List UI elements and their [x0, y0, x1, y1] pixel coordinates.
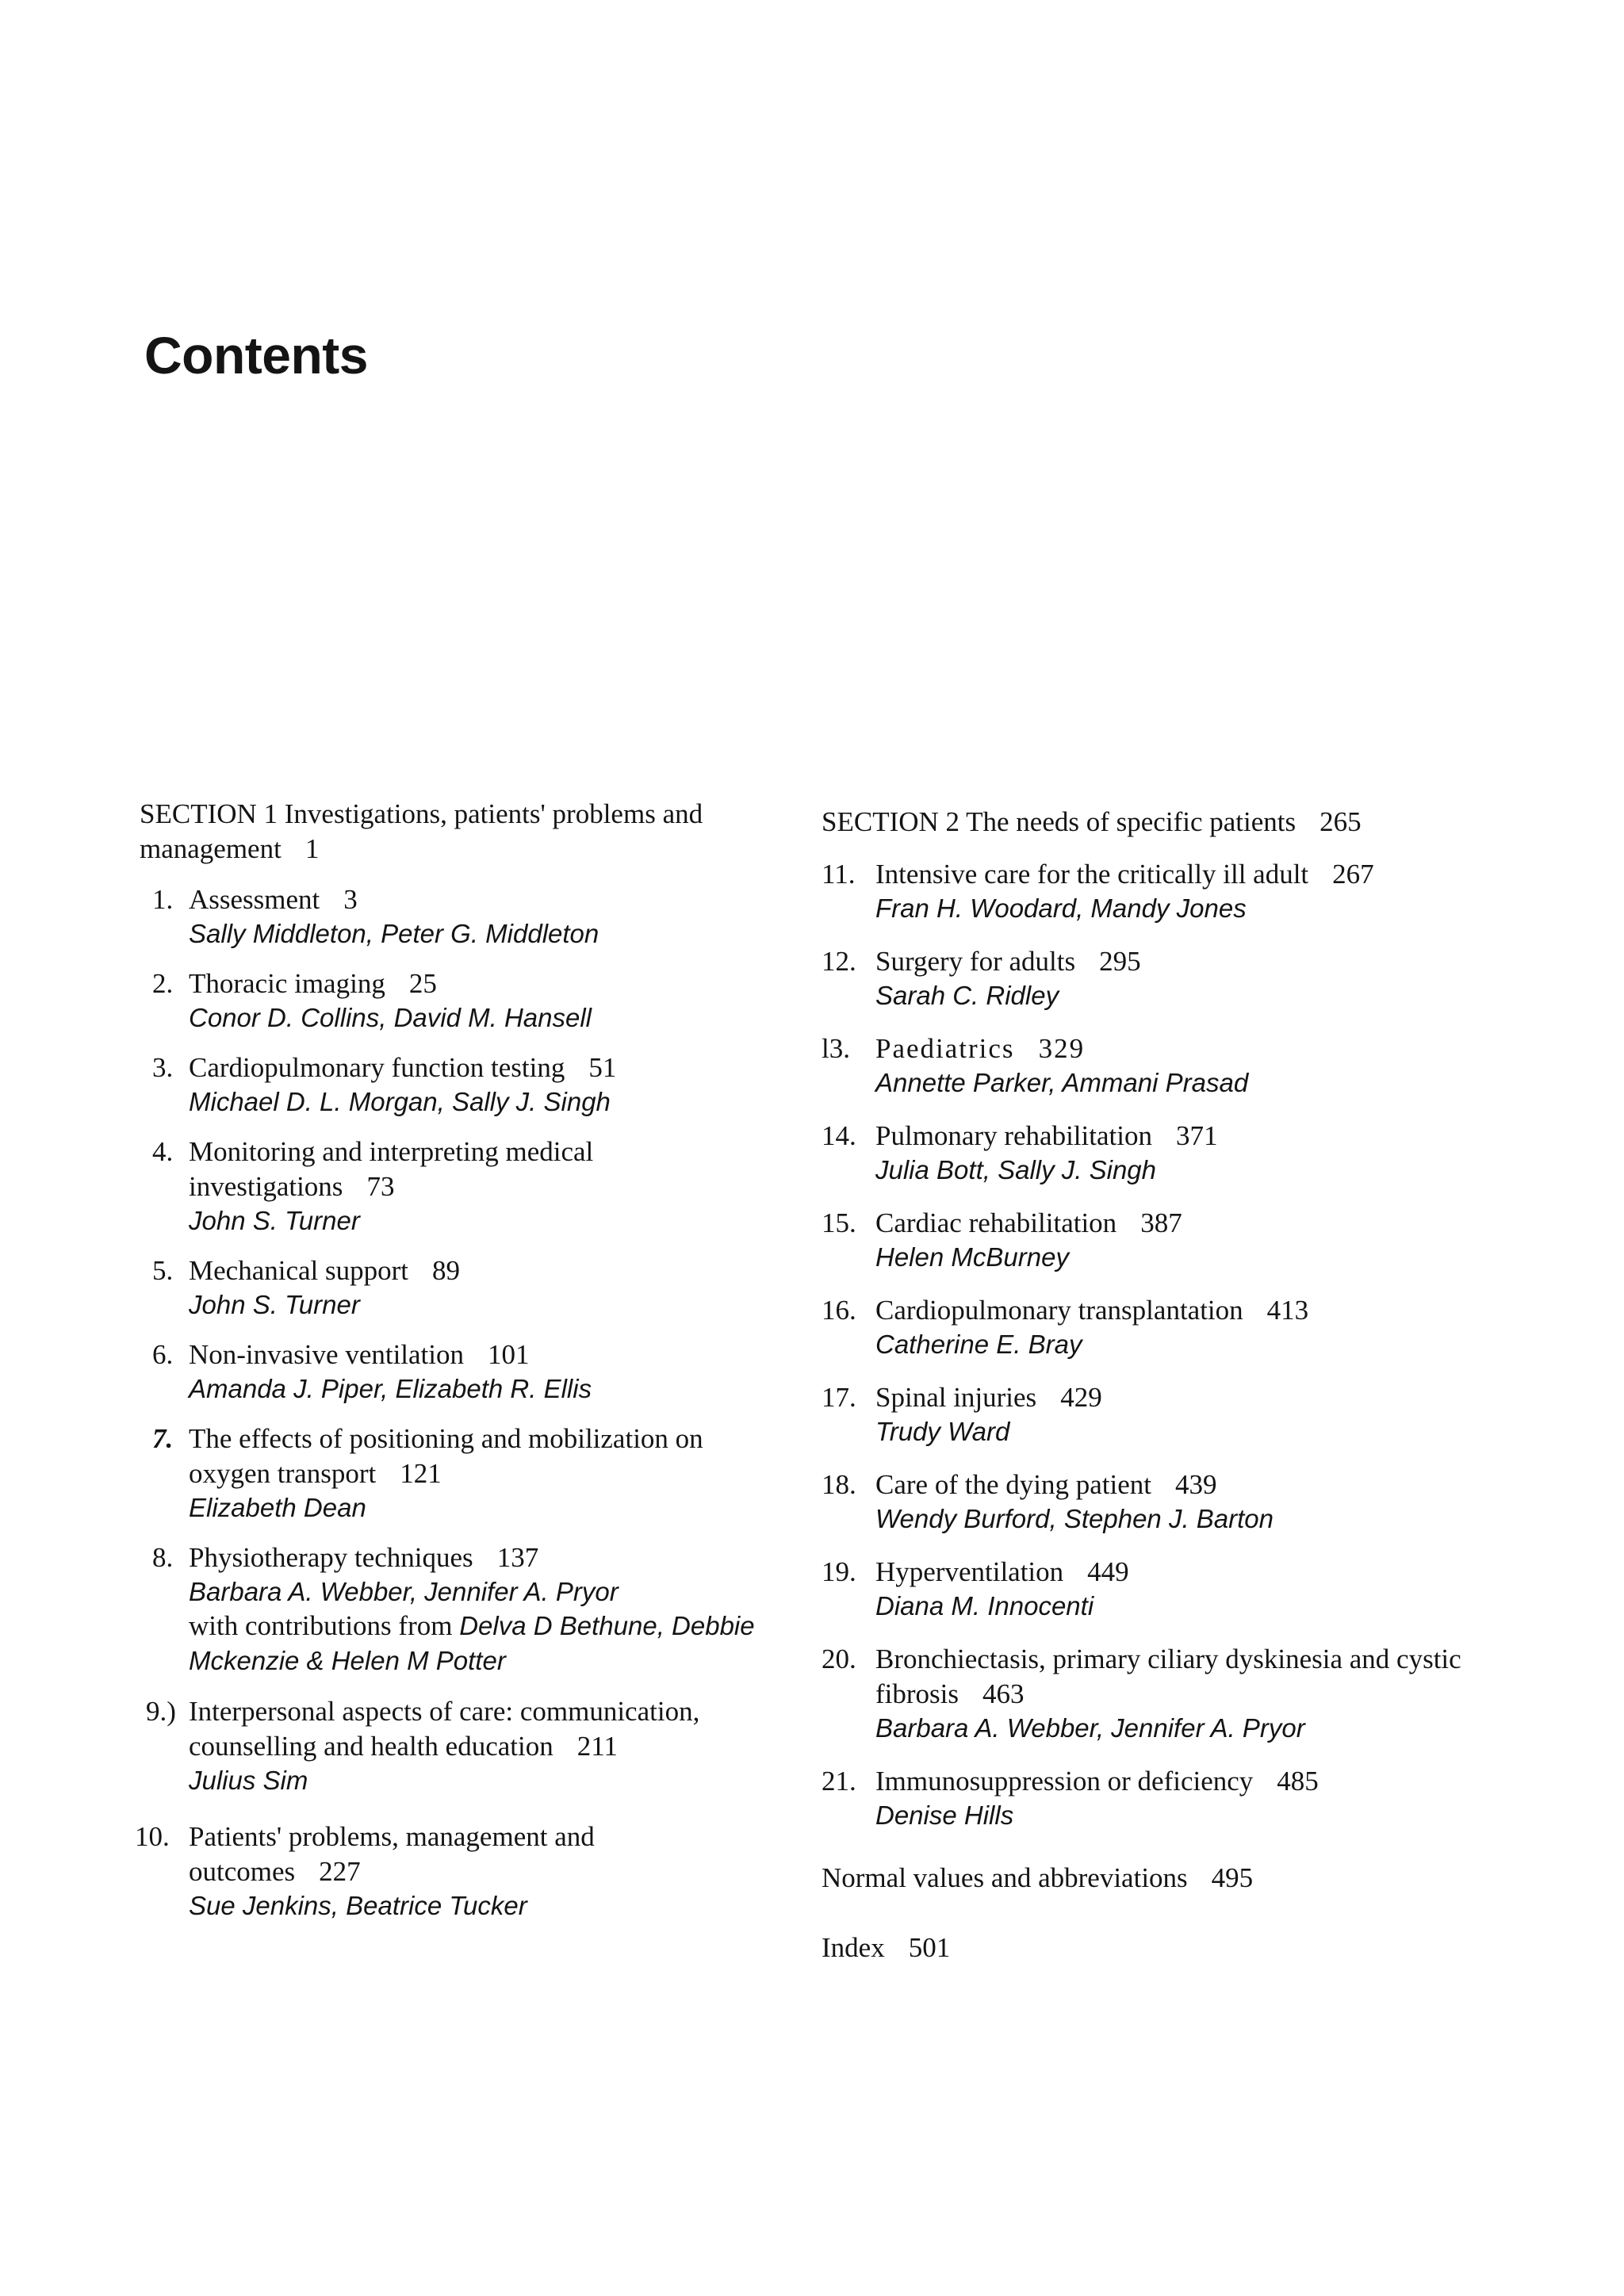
section-1-title: SECTION 1 Investigations, patients' problems and management — [140, 798, 703, 864]
chapter-number: 16. — [822, 1295, 856, 1326]
chapter-number: 4. — [152, 1136, 174, 1167]
chapter-number: 5. — [152, 1255, 174, 1286]
chapter-authors: Trudy Ward — [875, 1417, 1010, 1446]
chapter-page: 137 — [496, 1542, 539, 1573]
chapter-page: 463 — [982, 1678, 1025, 1709]
page-title: Contents — [144, 326, 368, 385]
chapter-number: 21. — [822, 1766, 856, 1797]
chapter-number: 10. — [135, 1821, 170, 1852]
chapter-title: Hyperventilation — [875, 1556, 1064, 1587]
chapter-authors: Barbara A. Webber, Jennifer A. Pryor — [189, 1577, 619, 1606]
chapter-entry-10[interactable] — [135, 1820, 766, 1923]
chapter-page: 211 — [576, 1731, 618, 1762]
chapter-page: 439 — [1174, 1469, 1217, 1500]
chapter-page: 121 — [400, 1458, 442, 1489]
chapter-entry-9[interactable] — [140, 1694, 766, 1797]
section-2-heading[interactable] — [822, 805, 1472, 840]
chapter-authors: Barbara A. Webber, Jennifer A. Pryor — [875, 1713, 1305, 1743]
chapter-page: 449 — [1087, 1556, 1129, 1587]
chapter-entry-11[interactable] — [822, 857, 1472, 925]
index-title: Index — [822, 1932, 885, 1963]
chapter-authors: Conor D. Collins, David M. Hansell — [189, 1003, 592, 1032]
chapter-authors: Amanda J. Piper, Elizabeth R. Ellis — [189, 1374, 592, 1403]
chapter-title: The effects of positioning and mobilization on oxygen transport — [189, 1423, 703, 1489]
chapter-title: Spinal injuries — [875, 1382, 1037, 1413]
chapter-number: 18. — [822, 1469, 856, 1500]
chapter-entry-2[interactable] — [140, 966, 766, 1035]
chapter-entry-5[interactable] — [140, 1253, 766, 1322]
chapter-number: 17. — [822, 1382, 856, 1413]
chapter-number: 11. — [822, 859, 856, 890]
chapter-entry-15[interactable] — [822, 1206, 1472, 1274]
chapter-page: 413 — [1266, 1295, 1309, 1326]
chapter-title: Surgery for adults — [875, 946, 1076, 977]
contents-left-column — [135, 797, 766, 1938]
chapter-authors: Annette Parker, Ammani Prasad — [875, 1068, 1249, 1097]
section-2-page: 265 — [1320, 806, 1362, 837]
chapter-number: 7. — [152, 1423, 174, 1454]
chapter-page: 51 — [588, 1052, 617, 1083]
contributors-label: with contributions from — [189, 1610, 453, 1641]
chapter-title: Paediatrics — [875, 1033, 1015, 1064]
chapter-page: 227 — [319, 1856, 361, 1887]
chapter-authors: Diana M. Innocenti — [875, 1591, 1094, 1621]
chapter-page: 329 — [1038, 1033, 1086, 1064]
chapter-number: 20. — [822, 1644, 856, 1674]
chapter-authors: Fran H. Woodard, Mandy Jones — [875, 894, 1247, 923]
chapter-title: Immunosuppression or deficiency — [875, 1766, 1254, 1797]
chapter-number: 15. — [822, 1207, 856, 1238]
chapter-entry-6[interactable] — [140, 1337, 766, 1406]
chapter-entry-1[interactable] — [140, 882, 766, 951]
chapter-entry-16[interactable] — [822, 1293, 1472, 1361]
chapter-title: Non-invasive ventilation — [189, 1339, 465, 1370]
chapter-authors: Catherine E. Bray — [875, 1330, 1082, 1359]
chapter-title: Cardiopulmonary transplantation — [875, 1295, 1243, 1326]
chapter-page: 295 — [1099, 946, 1141, 977]
chapter-entry-21[interactable] — [822, 1764, 1472, 1832]
chapter-entry-19[interactable] — [822, 1555, 1472, 1623]
chapter-title: Pulmonary rehabilitation — [875, 1120, 1152, 1151]
chapter-number: 1. — [152, 884, 174, 915]
chapter-title: Thoracic imaging — [189, 968, 385, 999]
chapter-authors: Julia Bott, Sally J. Singh — [875, 1155, 1157, 1184]
chapter-title: Intensive care for the critically ill adult — [875, 859, 1309, 890]
chapter-title: Assessment — [189, 884, 320, 915]
chapter-authors: Michael D. L. Morgan, Sally J. Singh — [189, 1087, 611, 1116]
chapter-title: Bronchiectasis, primary ciliary dyskinesia and cystic fibrosis — [875, 1644, 1461, 1709]
chapter-authors: Denise Hills — [875, 1800, 1014, 1830]
chapter-page: 3 — [343, 884, 358, 915]
chapter-authors: Julius Sim — [189, 1766, 308, 1795]
chapter-entry-3[interactable] — [140, 1050, 766, 1119]
chapter-entry-18[interactable] — [822, 1468, 1472, 1536]
chapter-entry-17[interactable] — [822, 1380, 1472, 1448]
chapter-entry-7[interactable] — [140, 1422, 766, 1525]
chapter-title: Care of the dying patient — [875, 1469, 1151, 1500]
chapter-page: 25 — [408, 968, 437, 999]
chapter-number: 6. — [152, 1339, 174, 1370]
chapter-number: 8. — [152, 1542, 174, 1573]
chapter-entry-14[interactable] — [822, 1119, 1472, 1187]
chapter-number: 2. — [152, 968, 174, 999]
chapter-page: 101 — [488, 1339, 530, 1370]
chapter-authors: Elizabeth Dean — [189, 1493, 366, 1522]
chapter-entry-13[interactable] — [822, 1031, 1472, 1100]
contents-right-column — [822, 797, 1472, 1965]
chapter-page: 89 — [432, 1255, 460, 1286]
chapter-number: 12. — [822, 946, 856, 977]
chapter-title: Cardiac rehabilitation — [875, 1207, 1117, 1238]
chapter-title: Cardiopulmonary function testing — [189, 1052, 565, 1083]
index-page: 501 — [908, 1932, 951, 1963]
chapter-entry-12[interactable] — [822, 944, 1472, 1012]
chapter-page: 485 — [1277, 1766, 1319, 1797]
contributors-names: Delva D Bethune, Debbie Mckenzie & Helen M Potter — [189, 1611, 755, 1675]
chapter-title: Mechanical support — [189, 1255, 408, 1286]
chapter-number: 14. — [822, 1120, 856, 1151]
chapter-title: Physiotherapy techniques — [189, 1542, 473, 1573]
chapter-authors: Sarah C. Ridley — [875, 981, 1059, 1010]
chapter-authors: Sue Jenkins, Beatrice Tucker — [189, 1891, 527, 1920]
index-entry[interactable] — [822, 1931, 1472, 1965]
chapter-entry-4[interactable] — [140, 1135, 766, 1238]
normal-values-page: 495 — [1211, 1862, 1254, 1893]
chapter-page: 429 — [1060, 1382, 1102, 1413]
chapter-entry-20[interactable] — [822, 1642, 1472, 1745]
chapter-title: Monitoring and interpreting medical investigations — [189, 1136, 594, 1202]
chapter-page: 371 — [1175, 1120, 1218, 1151]
normal-values-title: Normal values and abbreviations — [822, 1862, 1188, 1893]
chapter-authors: Wendy Burford, Stephen J. Barton — [875, 1504, 1274, 1533]
chapter-number: 3. — [152, 1052, 174, 1083]
chapter-page: 73 — [366, 1171, 395, 1202]
chapter-page: 387 — [1140, 1207, 1182, 1238]
chapter-authors: Sally Middleton, Peter G. Middleton — [189, 919, 599, 948]
section-1-page: 1 — [304, 833, 320, 864]
section-2-title: SECTION 2 The needs of specific patients — [822, 806, 1297, 837]
chapter-authors: John S. Turner — [189, 1290, 360, 1319]
normal-values-entry[interactable] — [822, 1861, 1472, 1896]
section-1-heading[interactable] — [140, 797, 766, 867]
chapter-title: Interpersonal aspects of care: communication, counselling and health education — [189, 1696, 700, 1762]
chapter-entry-8[interactable] — [140, 1540, 766, 1678]
chapter-title: Patients' problems, management and outcomes — [189, 1821, 595, 1887]
chapter-number: 9.) — [146, 1696, 176, 1727]
chapter-contributors — [189, 1609, 766, 1678]
chapter-authors: Helen McBurney — [875, 1242, 1069, 1272]
chapter-number: l3. — [822, 1033, 850, 1064]
chapter-number: 19. — [822, 1556, 856, 1587]
chapter-page: 267 — [1332, 859, 1374, 890]
chapter-authors: John S. Turner — [189, 1206, 360, 1235]
